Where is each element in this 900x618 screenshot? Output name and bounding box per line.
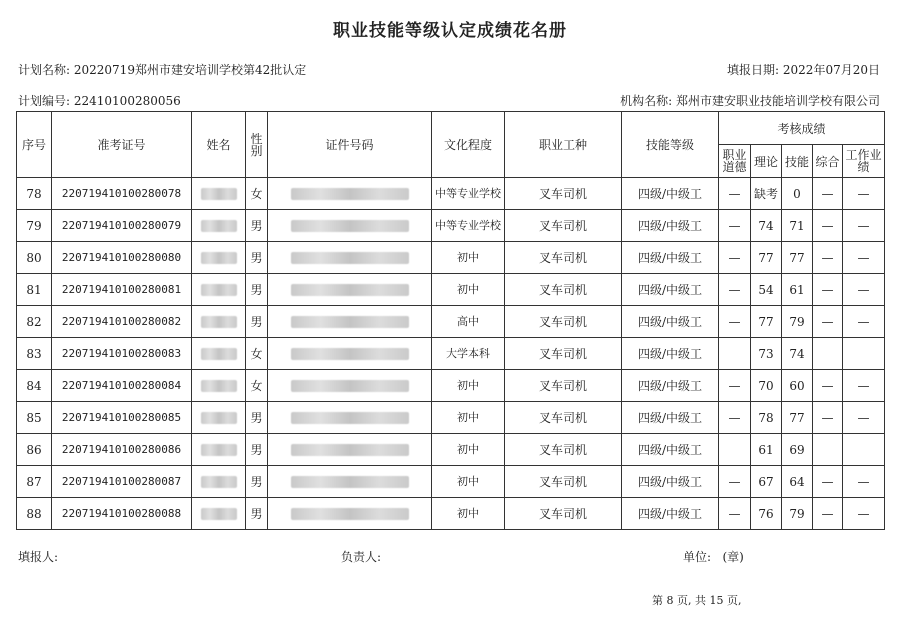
cell-ethics: —: [719, 274, 751, 306]
cell-name-redacted: [192, 338, 246, 370]
fill-date-value: 2022年07月20日: [782, 63, 880, 77]
cell-level: 四级/中级工: [622, 242, 719, 274]
cell-ethics: [719, 338, 751, 370]
cell-id-redacted: [268, 242, 432, 274]
redacted-id-number: [291, 476, 409, 488]
cell-skill: 69: [782, 434, 813, 466]
cell-ethics: —: [719, 370, 751, 402]
unit: [683, 548, 744, 565]
cell-level: 四级/中级工: [622, 434, 719, 466]
cell-level: 四级/中级工: [622, 402, 719, 434]
cell-theory: 73: [751, 338, 782, 370]
cell-ethics: [719, 434, 751, 466]
cell-level: 四级/中级工: [622, 210, 719, 242]
cell-ethics: —: [719, 210, 751, 242]
cell-overall: —: [813, 274, 843, 306]
redacted-name: [201, 220, 237, 232]
cell-seq: 78: [17, 178, 52, 210]
cell-skill: 77: [782, 402, 813, 434]
cell-work: [843, 338, 885, 370]
cell-exam-no: 220719410100280078: [52, 178, 192, 210]
seal-mark: (章): [722, 550, 744, 564]
cell-work: —: [843, 242, 885, 274]
table-row: [17, 370, 885, 402]
redacted-id-number: [291, 348, 409, 360]
unit-label: 单位:: [683, 550, 712, 564]
cell-name-redacted: [192, 402, 246, 434]
redacted-id-number: [291, 412, 409, 424]
table-row: [17, 274, 885, 306]
cell-education: 初中: [432, 274, 505, 306]
cell-name-redacted: [192, 370, 246, 402]
cell-job: 叉车司机: [505, 210, 622, 242]
cell-gender: 男: [246, 210, 268, 242]
cell-name-redacted: [192, 210, 246, 242]
cell-gender: 男: [246, 274, 268, 306]
cell-id-redacted: [268, 210, 432, 242]
cell-theory: 77: [751, 242, 782, 274]
cell-overall: —: [813, 242, 843, 274]
cell-work: —: [843, 402, 885, 434]
cell-exam-no: 220719410100280080: [52, 242, 192, 274]
cell-name-redacted: [192, 178, 246, 210]
header-id-no: 证件号码: [268, 112, 432, 178]
cell-work: —: [843, 370, 885, 402]
cell-gender: 男: [246, 498, 268, 530]
cell-theory: 54: [751, 274, 782, 306]
cell-job: 叉车司机: [505, 306, 622, 338]
cell-ethics: —: [719, 242, 751, 274]
header-overall: 综合: [813, 145, 843, 178]
plan-number-value: 22410100280056: [73, 94, 181, 108]
redacted-name: [201, 284, 237, 296]
cell-overall: —: [813, 466, 843, 498]
cell-id-redacted: [268, 402, 432, 434]
cell-seq: 81: [17, 274, 52, 306]
plan-number: [18, 92, 181, 109]
redacted-id-number: [291, 220, 409, 232]
cell-education: 高中: [432, 306, 505, 338]
cell-exam-no: 220719410100280081: [52, 274, 192, 306]
cell-seq: 86: [17, 434, 52, 466]
cell-seq: 80: [17, 242, 52, 274]
header-gender: 性别: [246, 112, 268, 178]
cell-skill: 60: [782, 370, 813, 402]
cell-ethics: —: [719, 402, 751, 434]
cell-exam-no: 220719410100280087: [52, 466, 192, 498]
cell-overall: —: [813, 402, 843, 434]
cell-name-redacted: [192, 306, 246, 338]
cell-work: —: [843, 210, 885, 242]
cell-id-redacted: [268, 370, 432, 402]
cell-skill: 79: [782, 306, 813, 338]
plan-name-value: 20220719郑州市建安培训学校第42批认定: [73, 63, 307, 77]
header-work: 工作业绩: [843, 145, 885, 178]
cell-overall: —: [813, 306, 843, 338]
cell-skill: 0: [782, 178, 813, 210]
redacted-name: [201, 188, 237, 200]
cell-education: 初中: [432, 498, 505, 530]
redacted-id-number: [291, 252, 409, 264]
cell-ethics: —: [719, 178, 751, 210]
cell-exam-no: 220719410100280079: [52, 210, 192, 242]
cell-overall: —: [813, 178, 843, 210]
cell-education: 初中: [432, 434, 505, 466]
cell-work: —: [843, 178, 885, 210]
header-education: 文化程度: [432, 112, 505, 178]
cell-gender: 男: [246, 306, 268, 338]
header-name: 姓名: [192, 112, 246, 178]
cell-level: 四级/中级工: [622, 178, 719, 210]
cell-job: 叉车司机: [505, 498, 622, 530]
cell-level: 四级/中级工: [622, 370, 719, 402]
cell-ethics: —: [719, 498, 751, 530]
cell-work: —: [843, 498, 885, 530]
cell-skill: 64: [782, 466, 813, 498]
redacted-id-number: [291, 444, 409, 456]
header-job: 职业工种: [505, 112, 622, 178]
redacted-id-number: [291, 188, 409, 200]
cell-name-redacted: [192, 242, 246, 274]
table-row: [17, 434, 885, 466]
cell-education: 初中: [432, 402, 505, 434]
cell-seq: 85: [17, 402, 52, 434]
cell-ethics: —: [719, 306, 751, 338]
header-level: 技能等级: [622, 112, 719, 178]
cell-job: 叉车司机: [505, 274, 622, 306]
cell-overall: —: [813, 210, 843, 242]
cell-ethics: —: [719, 466, 751, 498]
cell-exam-no: 220719410100280083: [52, 338, 192, 370]
cell-theory: 67: [751, 466, 782, 498]
table-row: [17, 402, 885, 434]
redacted-id-number: [291, 380, 409, 392]
cell-gender: 女: [246, 370, 268, 402]
cell-work: [843, 434, 885, 466]
cell-skill: 77: [782, 242, 813, 274]
cell-work: —: [843, 466, 885, 498]
cell-level: 四级/中级工: [622, 498, 719, 530]
cell-seq: 88: [17, 498, 52, 530]
cell-gender: 女: [246, 338, 268, 370]
cell-id-redacted: [268, 338, 432, 370]
redacted-name: [201, 380, 237, 392]
cell-id-redacted: [268, 498, 432, 530]
plan-name: [18, 61, 306, 78]
responsible-label: 负责人:: [341, 550, 382, 564]
cell-theory: 74: [751, 210, 782, 242]
cell-overall: —: [813, 498, 843, 530]
cell-education: 初中: [432, 370, 505, 402]
cell-theory: 78: [751, 402, 782, 434]
header-exam-no: 准考证号: [52, 112, 192, 178]
org-name-value: 郑州市建安职业技能培训学校有限公司: [675, 94, 880, 108]
plan-name-label: 计划名称:: [18, 63, 71, 77]
cell-id-redacted: [268, 306, 432, 338]
redacted-id-number: [291, 284, 409, 296]
redacted-name: [201, 508, 237, 520]
header-theory: 理论: [751, 145, 782, 178]
cell-seq: 84: [17, 370, 52, 402]
redacted-name: [201, 316, 237, 328]
cell-job: 叉车司机: [505, 402, 622, 434]
cell-seq: 87: [17, 466, 52, 498]
cell-education: 初中: [432, 466, 505, 498]
table-row: [17, 498, 885, 530]
cell-id-redacted: [268, 466, 432, 498]
cell-level: 四级/中级工: [622, 274, 719, 306]
cell-job: 叉车司机: [505, 338, 622, 370]
header-scores: 考核成绩: [719, 112, 885, 145]
cell-education: 中等专业学校: [432, 210, 505, 242]
header-seq: 序号: [17, 112, 52, 178]
cell-exam-no: 220719410100280085: [52, 402, 192, 434]
cell-level: 四级/中级工: [622, 306, 719, 338]
redacted-name: [201, 412, 237, 424]
fill-date-label: 填报日期:: [727, 63, 780, 77]
cell-gender: 男: [246, 466, 268, 498]
cell-job: 叉车司机: [505, 242, 622, 274]
cell-level: 四级/中级工: [622, 338, 719, 370]
redacted-name: [201, 476, 237, 488]
cell-name-redacted: [192, 498, 246, 530]
cell-education: 大学本科: [432, 338, 505, 370]
redacted-id-number: [291, 508, 409, 520]
cell-gender: 男: [246, 402, 268, 434]
cell-work: —: [843, 306, 885, 338]
table-row: [17, 210, 885, 242]
cell-theory: 76: [751, 498, 782, 530]
cell-skill: 61: [782, 274, 813, 306]
cell-exam-no: 220719410100280086: [52, 434, 192, 466]
cell-exam-no: 220719410100280084: [52, 370, 192, 402]
cell-seq: 82: [17, 306, 52, 338]
redacted-name: [201, 348, 237, 360]
cell-id-redacted: [268, 434, 432, 466]
cell-job: 叉车司机: [505, 466, 622, 498]
cell-overall: [813, 338, 843, 370]
cell-theory: 61: [751, 434, 782, 466]
cell-overall: —: [813, 370, 843, 402]
cell-job: 叉车司机: [505, 370, 622, 402]
cell-work: —: [843, 274, 885, 306]
cell-exam-no: 220719410100280088: [52, 498, 192, 530]
cell-name-redacted: [192, 274, 246, 306]
cell-job: 叉车司机: [505, 434, 622, 466]
cell-gender: 男: [246, 242, 268, 274]
header-skill: 技能: [782, 145, 813, 178]
cell-theory: 77: [751, 306, 782, 338]
table-row: [17, 242, 885, 274]
cell-theory: 70: [751, 370, 782, 402]
cell-skill: 74: [782, 338, 813, 370]
cell-level: 四级/中级工: [622, 466, 719, 498]
org-name-label: 机构名称:: [620, 94, 673, 108]
table-row: [17, 178, 885, 210]
redacted-name: [201, 444, 237, 456]
cell-seq: 83: [17, 338, 52, 370]
cell-job: 叉车司机: [505, 178, 622, 210]
filler-label: 填报人:: [18, 550, 59, 564]
cell-name-redacted: [192, 434, 246, 466]
cell-seq: 79: [17, 210, 52, 242]
redacted-id-number: [291, 316, 409, 328]
cell-id-redacted: [268, 178, 432, 210]
cell-theory: 缺考: [751, 178, 782, 210]
cell-education: 中等专业学校: [432, 178, 505, 210]
cell-skill: 79: [782, 498, 813, 530]
page-indicator: 第 8 页, 共 15 页,: [652, 594, 742, 607]
cell-gender: 女: [246, 178, 268, 210]
page-title: 职业技能等级认定成绩花名册: [333, 21, 567, 41]
fill-date: [727, 61, 880, 78]
cell-skill: 71: [782, 210, 813, 242]
header-ethics: 职业道德: [719, 145, 751, 178]
table-row: [17, 306, 885, 338]
org-name: [620, 92, 880, 109]
roster-body: [17, 178, 885, 530]
cell-gender: 男: [246, 434, 268, 466]
cell-exam-no: 220719410100280082: [52, 306, 192, 338]
cell-id-redacted: [268, 274, 432, 306]
redacted-name: [201, 252, 237, 264]
table-row: [17, 466, 885, 498]
plan-number-label: 计划编号:: [18, 94, 71, 108]
cell-name-redacted: [192, 466, 246, 498]
table-row: [17, 338, 885, 370]
score-roster-table: [16, 111, 885, 530]
cell-overall: [813, 434, 843, 466]
cell-education: 初中: [432, 242, 505, 274]
